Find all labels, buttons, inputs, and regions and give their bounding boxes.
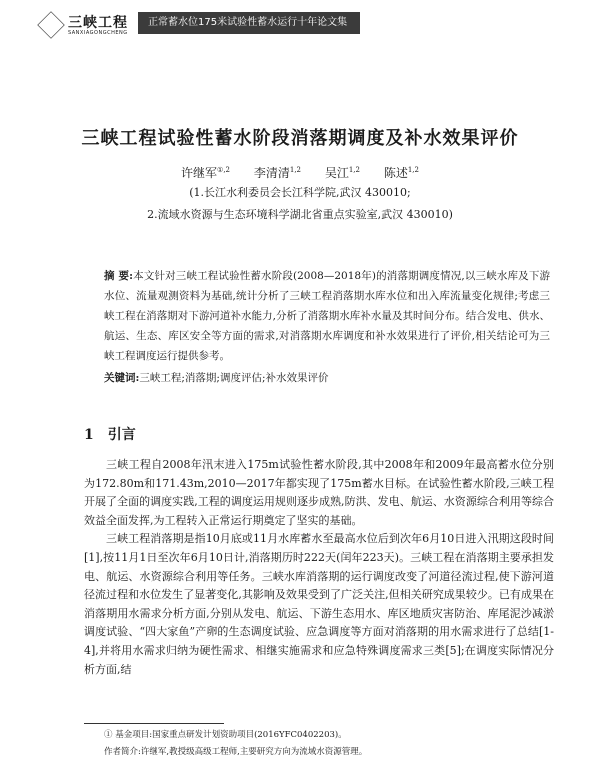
keywords: [104, 370, 329, 385]
page-header: [38, 10, 562, 40]
author: 陈述$^{1,2}$: [383, 166, 419, 180]
logo-emblem-icon: [37, 11, 65, 39]
author: 许继军$^{①,2}$: [181, 166, 231, 180]
affiliation-2: 2.流域水资源与生态环境科学湖北省重点实验室,武汉 430010): [147, 208, 453, 221]
logo-text: 三峡工程: [68, 15, 128, 31]
footnote-funding: ① 基金项目:国家重点研发计划资助项目(2016YFC0402203)。: [104, 730, 347, 740]
abstract-label: 摘 要:: [104, 270, 134, 282]
affiliation-1: (1.长江水利委员会长江科学院,武汉 430010;: [189, 186, 411, 199]
keywords-label: 关键词:: [104, 372, 140, 384]
abstract-text: 本文针对三峡工程试验性蓄水阶段(2008—2018年)的消落期调度情况,以三峡水库及下游水位、流量观测资料为基础,统计分析了三峡工程消落期水库水位和出入库流量变化规律;考虑三峡工程在消落期对下游河道补水能力,分析了消落期水库补水量及其时间分布。结合发电、供水、航运、生态、库区安全等方面的需求,对消落期水库调度和补水效果进行了评价,相关结论可为三峡工程调度运行提供参考。: [104, 270, 550, 362]
abstract: [104, 266, 550, 366]
author-list: [0, 164, 600, 181]
paragraph: 三峡工程消落期是指10月底或11月水库蓄水至最高水位后到次年6月10日进入汛期这段时间[1],按11月1日至次年6月10日计,消落期历时222天(闰年223天)。三峡工程在消落期主要承担发电、航运、水资源综合利用等任务。三峡水库消落期的运行调度改变了河道径流过程,使下游河道径流过程和水位发生了显著变化,其影响及效果受到了广泛关注,但相关研究成果较少。已有成果在消落期用水需求分析方面,分别从发电、航运、下游生态用水、库区地质灾害防治、库尾泥沙减淤调度试验、“四大家鱼”产卵的生态调度试验、应急调度等方面对消落期的用水需求进行了总结[1-4],并将用水需求归纳为硬性需求、相继实施需求和应急特殊调度需求三类[5];在调度实际情况分析方面,结: [84, 532, 554, 676]
keywords-text: 三峡工程;消落期;调度评估;补水效果评价: [139, 372, 329, 384]
logo-subtext: SANXIAGONGCHENG: [68, 30, 128, 36]
header-banner: 正常蓄水位175米试验性蓄水运行十年论文集: [138, 12, 360, 34]
paragraph: 三峡工程自2008年汛末进入175m试验性蓄水阶段,其中2008年和2009年最高蓄水位分别为172.80m和171.43m,2010—2017年都实现了175m蓄水目标。在试验性蓄水阶段,三峡工程开展了全面的调度实践,工程的调度运用规则逐步成熟,防洪、发电、航运、水资源综合利用等综合效益全面发挥,为工程转入正常运行期奠定了坚实的基础。: [84, 458, 554, 527]
footnote-author: 作者简介:许继军,教授级高级工程师,主要研究方向为流域水资源管理。: [104, 747, 368, 757]
section-heading: [84, 424, 136, 444]
footnote-divider: [84, 723, 224, 724]
paper-title: 三峡工程试验性蓄水阶段消落期调度及补水效果评价: [81, 128, 519, 149]
section-title: 引言: [107, 427, 136, 443]
author: 李清清$^{1,2}$: [253, 166, 301, 180]
section-number: 1: [84, 427, 94, 443]
author: 吴江$^{1,2}$: [324, 166, 360, 180]
body-text: [84, 456, 554, 679]
